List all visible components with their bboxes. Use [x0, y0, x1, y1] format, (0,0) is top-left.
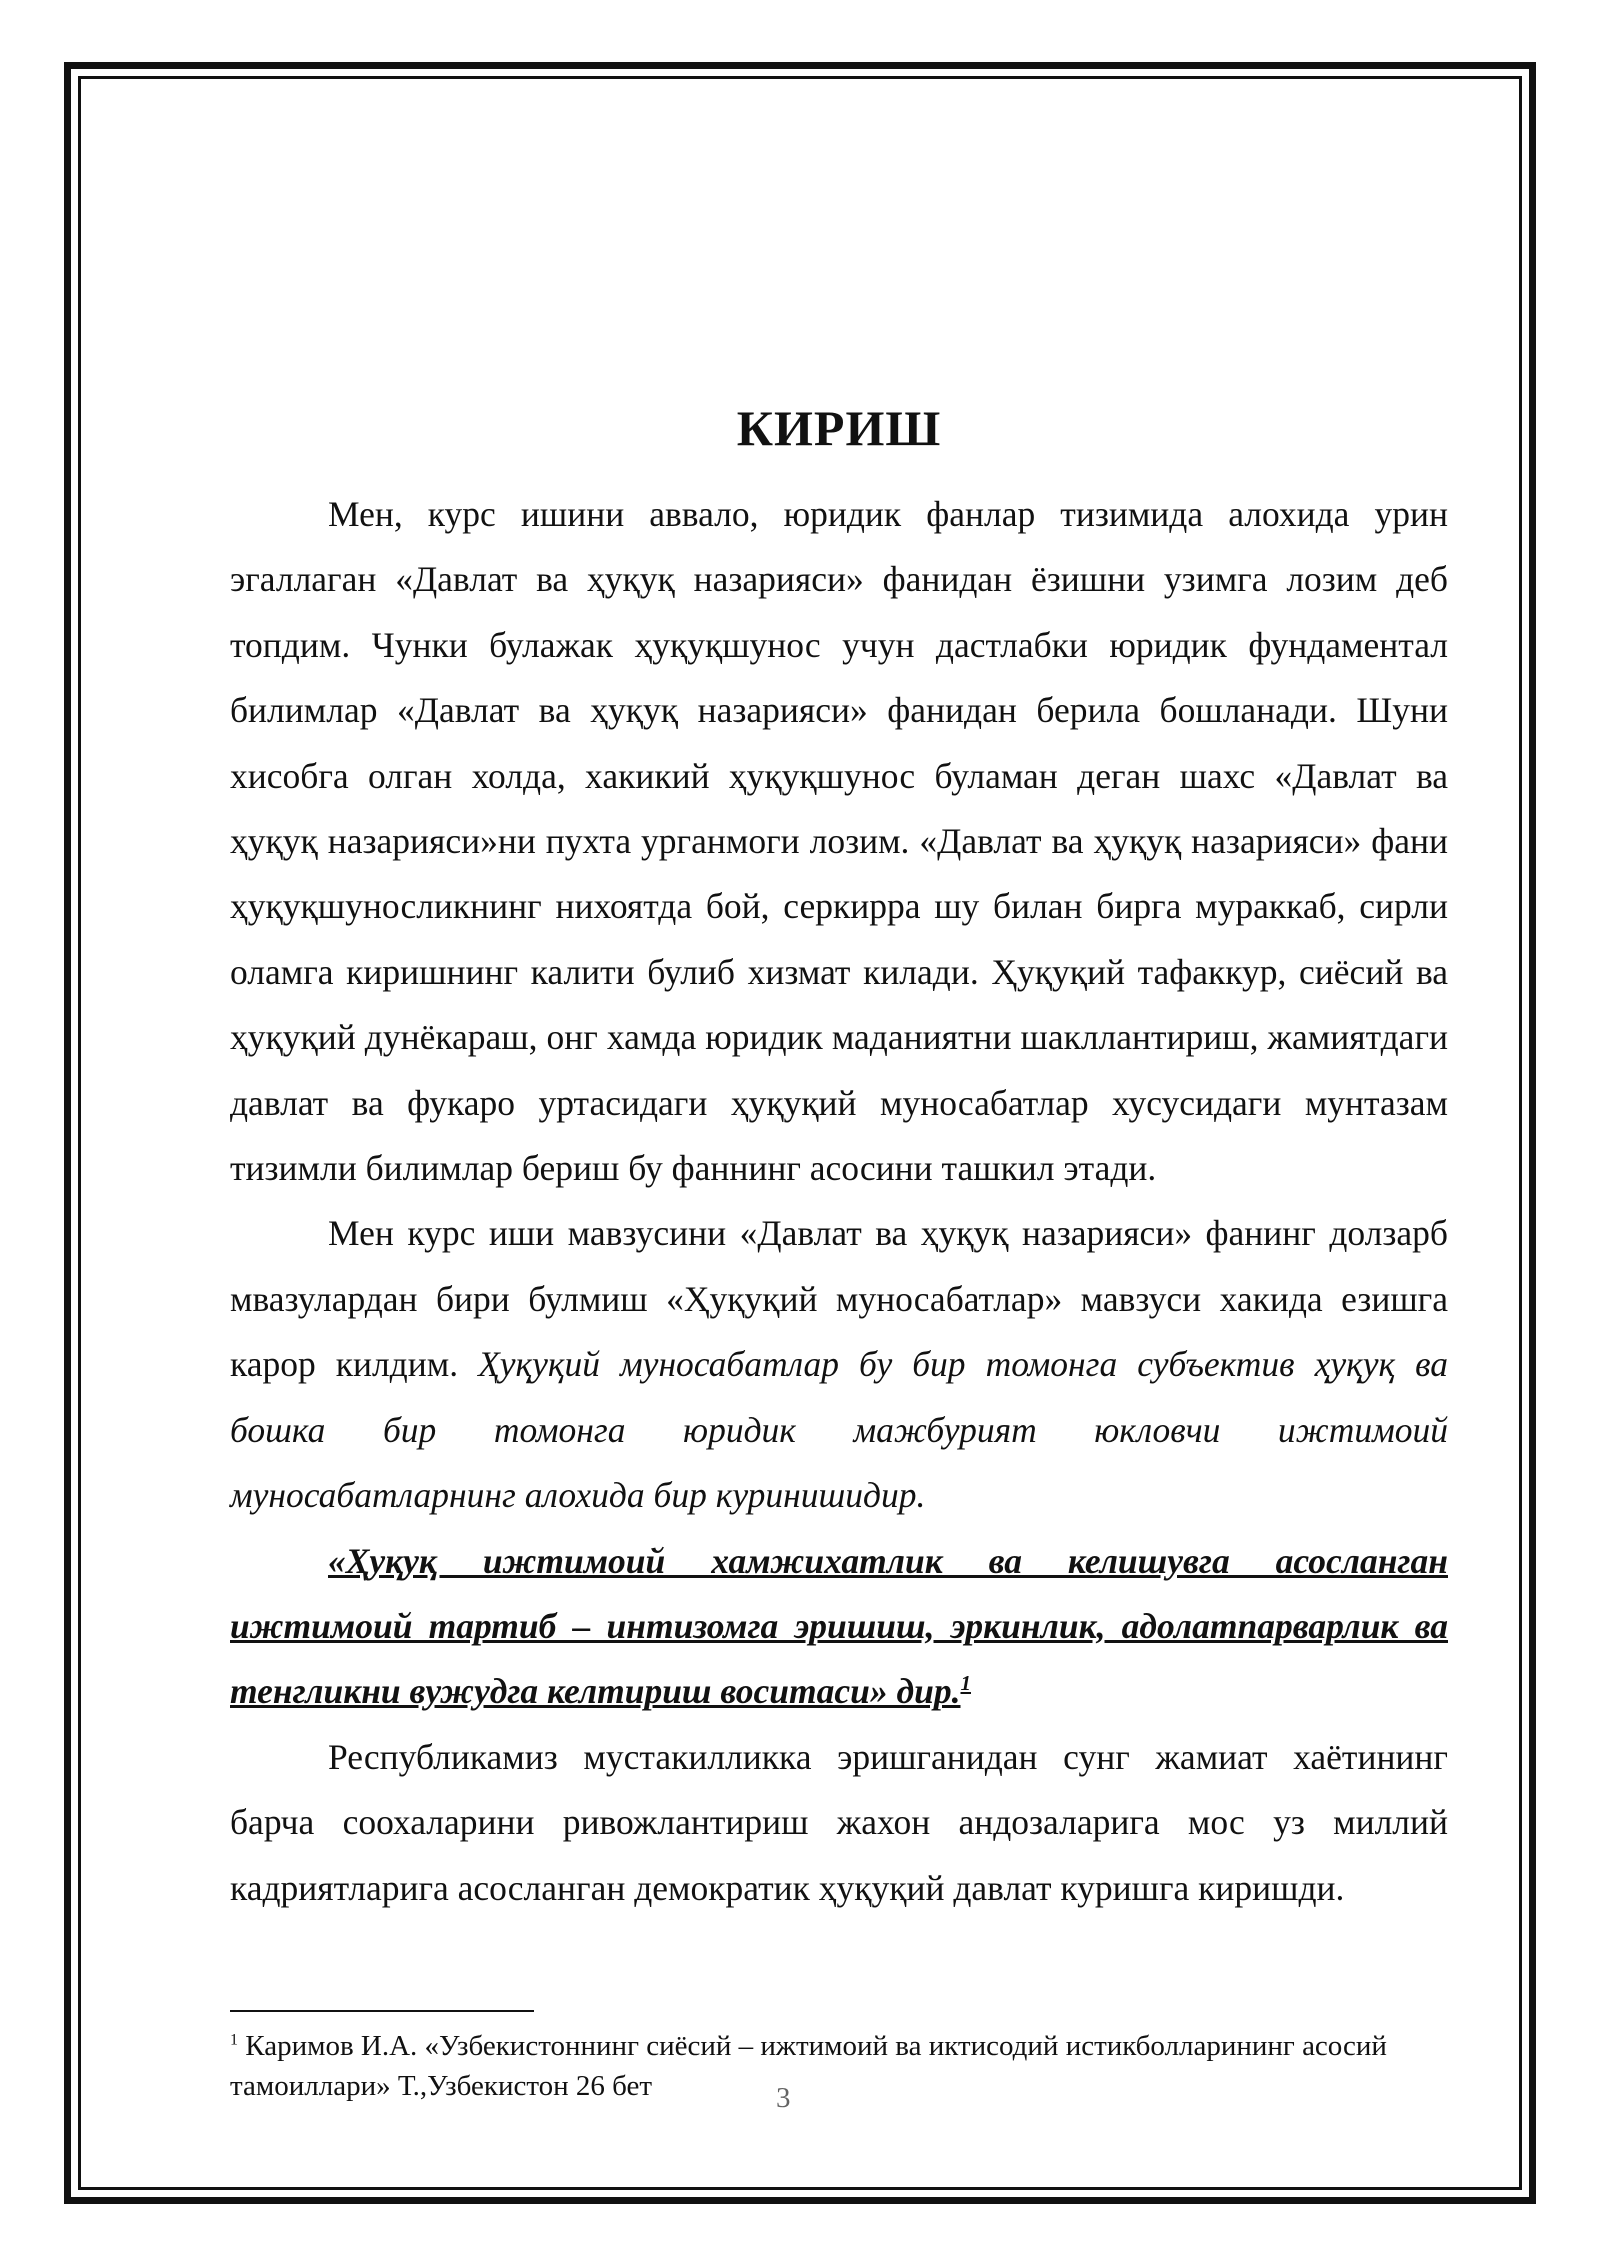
- footnote-reference[interactable]: 1: [960, 1671, 971, 1696]
- quote-text: «Ҳуқуқ ижтимоий хамжихатлик ва келишувга асосланган ижтимоий тартиб – интизомга эришиш, эркинлик, адолатпарварлик ва тенгликни вужудга келтириш воситаси» дир.: [230, 1540, 1448, 1712]
- footnote-separator: [230, 2010, 534, 2012]
- page-title: КИРИШ: [736, 400, 942, 456]
- footnote-text: Каримов И.А. «Узбекистоннинг сиёсий – ижтимоий ва иктисодий истикболларининг асосий тамоиллари» Т.,Узбекистон 26 бет: [230, 2030, 1387, 2102]
- paragraph-topic-text: Мен курс иши мавзусини «Давлат ва ҳуқуқ назарияси» фанинг долзарб мвазулардан бири булмиш «Ҳуқуқий муносабатлар» мавзуси хакида езишга карор килдим.: [230, 1213, 1448, 1385]
- page-number: 3: [776, 2082, 791, 2114]
- paragraph-intro: Мен, курс ишини аввало, юридик фанлар тизимида алохида урин эгаллаган «Давлат ва ҳуқуқ назарияси» фанидан ёзишни узимга лозим деб топдим. Чунки булажак ҳуқуқшунос учун дастлабки юридик фундаментал билимлар «Давлат ва ҳуқуқ назарияси» фанидан берила бошланади. Шуни хисобга олган холда, хакикий ҳуқуқшунос буламан деган шахс «Давлат ва ҳуқуқ назарияси»ни пухта урганмоги лозим. «Давлат ва ҳуқуқ назарияси» фани ҳуқуқшуносликнинг нихоятда бой, серкирра шу билан бирга мураккаб, сирли оламга киришнинг калити булиб хизмат килади. Ҳуқуқий тафаккур, сиёсий ва ҳуқуқий дунёкараш, онг хамда юридик маданиятни шакллантириш, жамиятдаги давлат ва фукаро уртасидаги ҳуқуқий муносабатлар хусусидаги мунтазам тизимли билимлар бериш бу фаннинг асосини ташкил этади.: [230, 494, 1448, 1189]
- footnote: [230, 2026, 1448, 2106]
- paragraph-quote: [230, 1529, 1448, 1725]
- document-body: [230, 482, 1448, 1921]
- footnote-mark: 1: [230, 2031, 238, 2049]
- paragraph-topic-definition: Ҳуқуқий муносабатлар бу бир томонга субъектив ҳуқуқ ва бошка бир томонга юридик мажбурият юкловчи ижтимоий муносабатларнинг алохида бир куринишидир.: [230, 1344, 1448, 1516]
- paragraph-topic: [230, 1201, 1448, 1528]
- paragraph-republic: Республикамиз мустакилликка эришганидан сунг жамиат хаётининг барча соохаларини ривожлантириш жахон андозаларига мос уз миллий кадриятларига асосланган демократик ҳуқуқий давлат куришга киришди.: [230, 1736, 1448, 1908]
